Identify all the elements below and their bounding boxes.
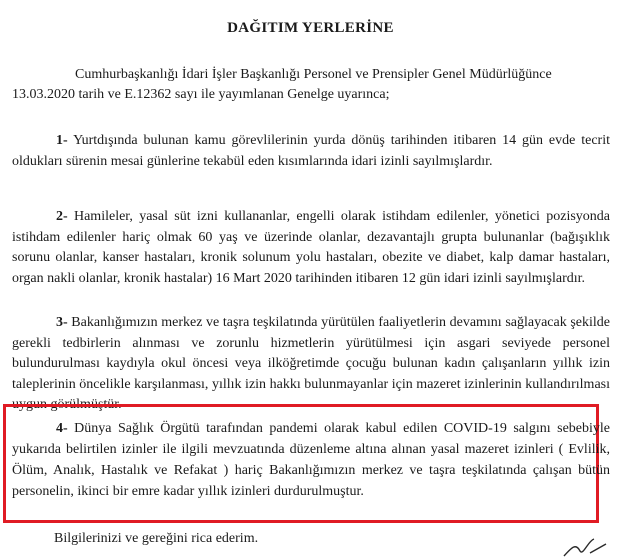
paragraph-1 bbox=[12, 131, 610, 172]
intro-line-2: 13.03.2020 tarih ve E.12362 sayı ile yayımlanan Genelge uyarınca; bbox=[12, 87, 390, 102]
intro-paragraph bbox=[12, 65, 610, 105]
paragraph-2-text: Hamileler, yasal süt izni kullananlar, engelli olarak istihdam edilenler, yönetici pozisyonda istihdam edilenler hariç olmak 60 yaş ve üzerinde olanlar, dezavantajlı grupta bulunanlar (bağışıklık sorunu olanlar, kanser hastaları, kronik solunum yolu hastaları, obezite ve diabet, kalp damar hastaları, organ nakli olanlar, kronik hastalar) 16 Mart 2020 tarihinden itibaren 12 gün idari izinli sayılmışlardır. bbox=[12, 209, 611, 286]
paragraph-3 bbox=[12, 313, 610, 416]
closing-line: Bilgilerinizi ve gereğini rica ederim. bbox=[54, 531, 259, 546]
paragraph-4-number: 4- bbox=[56, 421, 68, 436]
intro-line-1: Cumhurbaşkanlığı İdari İşler Başkanlığı Personel ve Prensipler Genel Müdürlüğünce bbox=[75, 67, 552, 82]
document-title: DAĞITIM YERLERİNE bbox=[227, 20, 394, 36]
paragraph-3-number: 3- bbox=[56, 315, 68, 330]
paragraph-2 bbox=[12, 207, 610, 289]
paragraph-4 bbox=[12, 418, 610, 502]
paragraph-3-text: Bakanlığımızın merkez ve taşra teşkilatında yürütülen faaliyetlerin devamını sağlayacak şekilde gerekli tedbirlerin alınması ve zorunlu hizmetlerin yürütülmesi için asgari seviyede personel bulundurulması kaydıyla okul öncesi veya ilköğretimde çocuğu bulunan kadın çalışanların yıllık izin taleplerinin öncelikle karşılanması, yıllık izin hakkı bulunmayanlar için mazeret izinlerinin kullandırılması uygun görülmüştür. bbox=[12, 315, 610, 412]
paragraph-1-number: 1- bbox=[56, 133, 68, 148]
paragraph-1-text: Yurtdışında bulunan kamu görevlilerinin yurda dönüş tarihinden itibaren 14 gün evde tecrit oldukları sürenin mesai günlerine tekabül eden kısımlarında idari izinli sayılmışlardır. bbox=[12, 133, 610, 169]
signature-mark bbox=[560, 535, 610, 558]
paragraph-4-text: Dünya Sağlık Örgütü tarafından pandemi olarak kabul edilen COVID-19 salgını sebebiyle yukarıda belirtilen izinler ile ilgili mevzuatında düzenleme altına alınan yasal mazeret izinleri ( Evlilik, Ölüm, Analık, Hastalık ve Refakat ) hariç Bakanlığımızın merkez ve taşra teşkilatında çalışan bütün personelin, ikinci bir emre kadar yıllık izinleri durdurulmuştur. bbox=[12, 421, 611, 499]
paragraph-2-number: 2- bbox=[56, 209, 68, 224]
